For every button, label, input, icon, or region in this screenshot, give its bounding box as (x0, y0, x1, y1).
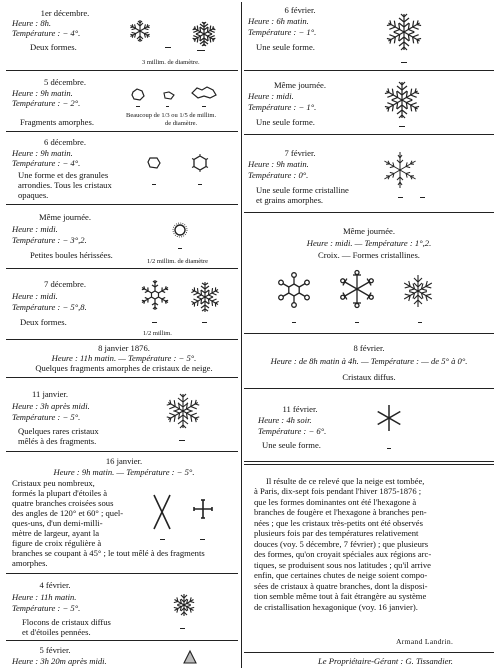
entry-heure-temperature: Heure : midi. — Température : 1°,2. (306, 238, 432, 248)
scale-mark (179, 440, 185, 441)
scale-mark (200, 539, 205, 540)
entry-description: figure de croix régulière à (12, 538, 102, 548)
entry-date: 7 février. (284, 148, 316, 158)
entry-heure: Heure : 3h 20m après midi. (12, 656, 107, 666)
scale-mark (178, 248, 182, 249)
entry-temperature: Température : − 5°. (12, 412, 81, 422)
entry-separator (6, 451, 238, 452)
paragraph-line: branches de fougère et l'hexagone à branches pen- (254, 507, 427, 518)
entry-forms: Fragments amorphes. (20, 117, 94, 127)
entry-heure: Heure : 9h matin. (248, 159, 309, 169)
entry-heure: Heure : 9h matin. (12, 88, 73, 98)
regular-cross-icon (192, 498, 214, 520)
paragraph-line: tiques, se produisent sous nos latitudes ; qu'il arrive (254, 559, 431, 570)
entry-description: mètre de largeur, ayant la (12, 528, 100, 538)
granule-icon (147, 156, 161, 170)
entry-description: et grains amorphes. (256, 195, 324, 205)
entry-description: Cristaux diffus. (342, 372, 396, 382)
scale-mark (420, 197, 425, 198)
scale-mark (152, 322, 157, 323)
paragraph-line: à Paris, dix-sept fois pendant l'hiver 1875-1876 ; (254, 486, 422, 497)
entry-separator (244, 70, 494, 71)
scale-mark (387, 448, 391, 449)
scale-mark (292, 322, 296, 323)
entry-separator (244, 388, 494, 389)
entry-date: 8 janvier 1876. (98, 343, 150, 353)
entry-caption: Beaucoup de 1/3 ou 1/5 de millim. (126, 112, 217, 119)
paragraph-line: sées de cristaux à quatre branches, dont la disposi- (254, 580, 428, 591)
entry-date: 1er décembre. (40, 8, 90, 18)
scale-mark (355, 322, 359, 323)
entry-description: des angles de 120° et 60° ; quel- (12, 508, 124, 518)
entry-date: 4 février. (39, 580, 71, 590)
entry-separator (6, 640, 238, 641)
entry-description: ques-uns, d'un demi-milli- (12, 518, 103, 528)
entry-description: mêlés à des fragments. (18, 436, 97, 446)
entry-date: 16 janvier. (105, 456, 143, 466)
pennate-star-snowflake-icon (138, 278, 172, 312)
entry-separator (6, 268, 238, 269)
scale-mark (399, 126, 405, 127)
entry-temperature: Température : − 6°. (258, 426, 327, 436)
scale-mark (418, 322, 422, 323)
entry-heure: Heure : midi. (12, 291, 58, 301)
footer-publisher: Le Propriétaire-Gérant : G. Tissandier. (318, 656, 453, 666)
scale-mark (180, 628, 185, 629)
entry-date: 5 février. (39, 645, 71, 655)
entry-description: arrondies. Tous les cristaux (18, 180, 112, 190)
entry-heure: Heure : 6h matin. (248, 16, 309, 26)
entry-separator (6, 573, 238, 574)
entry-date: 5 décembre. (44, 77, 86, 87)
entry-heure-temperature: Heure : 9h matin. — Température : − 5°. (53, 467, 195, 477)
entry-heure: Heure : 8h. (12, 18, 52, 28)
entry-description: formés la plupart d'étoiles à (12, 488, 108, 498)
scale-mark (152, 184, 156, 185)
entry-forms: Une seule forme. (262, 440, 321, 450)
paragraph-line: de cristallisation hexagonique (voy. 16 janvier). (254, 601, 418, 612)
scale-mark (160, 539, 165, 540)
entry-description: Une seule forme cristalline (256, 185, 349, 195)
entry-forms: Deux formes. (20, 317, 67, 327)
four-branch-star-icon (150, 492, 174, 532)
entry-temperature: Température : − 1°. (248, 102, 317, 112)
entry-separator (6, 131, 238, 132)
entry-description: Croix. — Formes cristallines. (318, 250, 420, 260)
entry-forms: Une seule forme. (256, 42, 315, 52)
dense-snowflake-icon (190, 20, 218, 48)
entry-caption: de diamètre. (165, 120, 198, 127)
amorphous-fragment-icon (191, 86, 217, 100)
entry-forms: Une seule forme. (256, 117, 315, 127)
pennate-star-snowflake-icon (171, 592, 197, 618)
knobbed-hexagon-snowflake-icon (276, 272, 312, 308)
entry-separator (244, 212, 494, 213)
cone-crystal-icon (183, 650, 197, 664)
entry-heure: Heure : 9h matin. (12, 148, 73, 158)
entry-date: Même journée. (342, 226, 396, 236)
entry-separator (6, 339, 238, 340)
entry-temperature: Température : − 5°,8. (12, 302, 87, 312)
cross-star-snowflake-icon (337, 269, 377, 309)
fern-star-snowflake-icon (188, 280, 222, 314)
entry-description: branches se coupant à 45° ; le tout mêlé à des fragments (12, 548, 205, 558)
entry-separator (244, 333, 494, 334)
amorphous-fragment-icon (163, 91, 175, 100)
entry-caption: 1/2 millim. (143, 330, 172, 337)
entry-date: 8 février. (353, 343, 385, 353)
entry-caption: 3 millim. de diamètre. (142, 59, 200, 66)
entry-heure-temperature: Heure : de 8h matin à 4h. — Température : — de 5° à 0°. (270, 356, 468, 366)
entry-temperature: Température : − 3°,2. (12, 235, 87, 245)
amorphous-fragment-icon (131, 88, 145, 102)
paragraph-line: Il résulte de ce relevé que la neige est tombée, (266, 476, 425, 486)
entry-description: et d'étoiles pennées. (22, 627, 91, 637)
entry-temperature: Température : − 4°. (12, 158, 81, 168)
entry-description: Une forme et des granules (18, 170, 109, 180)
entry-heure: Heure : 4h soir. (258, 415, 312, 425)
spiky-ball-icon (172, 222, 188, 238)
paragraph-line: enfin, que certaines chutes de neige soient compo- (254, 570, 428, 581)
entry-description: Cristaux peu nombreux, (12, 478, 95, 488)
paragraph-line: nées ; que les cristaux très-petits ont été observés (254, 517, 423, 528)
paragraph-line: des formes, qu'on croyait spéciales aux régions arc- (254, 549, 432, 560)
entry-date: 7 décembre. (44, 279, 86, 289)
entry-separator (244, 461, 494, 462)
entry-description: opaques. (18, 190, 49, 200)
hexagon-crystal-icon (190, 153, 210, 173)
entry-description: Petites boules hérissées. (30, 250, 113, 260)
entry-temperature: Température : − 5°. (12, 603, 81, 613)
entry-heure: Heure : 11h matin. (12, 592, 77, 602)
paragraph-line: tion semble même tout à fait étrangère au système (254, 591, 427, 602)
entry-date: Même journée. (38, 212, 92, 222)
author-signature: Armand Landrin. (396, 637, 454, 646)
entry-date: 6 décembre. (44, 137, 86, 147)
column-divider (241, 2, 242, 668)
scale-mark (198, 184, 202, 185)
paragraph-line: que les formes dominantes ont été l'hexagone à (254, 496, 417, 507)
entry-description: Quelques fragments amorphes de cristaux de neige. (35, 363, 213, 373)
entry-separator (244, 464, 494, 465)
entry-date: Même journée. (273, 80, 327, 90)
entry-date: 6 février. (284, 5, 316, 15)
footer-separator (244, 652, 494, 653)
entry-description: amorphes. (12, 558, 48, 568)
scale-mark (202, 322, 207, 323)
entry-separator (6, 204, 238, 205)
scale-mark (166, 106, 169, 107)
entry-date: 11 janvier. (32, 389, 68, 399)
entry-separator (244, 134, 494, 135)
entry-heure-temperature: Heure : 11h matin. — Température : − 5°. (51, 353, 197, 363)
entry-temperature: Température : − 2°. (12, 98, 81, 108)
entry-forms: Deux formes. (30, 42, 77, 52)
fern-hexagon-snowflake-icon (164, 392, 202, 430)
entry-description: Flocons de cristaux diffus (22, 617, 111, 627)
entry-separator (6, 377, 238, 378)
entry-description: quatre branches croisées sous (12, 498, 114, 508)
thin-star-snowflake-icon (380, 150, 420, 190)
scale-mark (401, 62, 407, 63)
scale-mark (197, 50, 205, 51)
paragraph-line: douces (voy. 5 décembre, 7 février) ; que plusieurs (254, 538, 429, 549)
fern-hexagon-snowflake-icon (127, 18, 153, 44)
scale-mark (136, 106, 140, 107)
paragraph-line: plusieurs fois par des températures relativement (254, 528, 419, 539)
entry-temperature: Température : 0°. (248, 170, 309, 180)
fern-star-snowflake-icon (400, 273, 436, 309)
entry-description: Quelques rares cristaux (18, 426, 99, 436)
scale-mark (165, 47, 171, 48)
fern-star-snowflake-icon (384, 12, 424, 52)
entry-date: 11 février. (282, 404, 318, 414)
entry-heure: Heure : midi. (12, 224, 58, 234)
conclusion-paragraph (254, 476, 488, 612)
scale-mark (398, 197, 403, 198)
simple-star-snowflake-icon (374, 403, 404, 433)
entry-temperature: Température : − 1°. (248, 27, 317, 37)
entry-caption: 1/2 millim. de diamètre (147, 258, 209, 265)
scale-mark (202, 106, 206, 107)
fern-star-snowflake-icon (382, 80, 422, 120)
entry-temperature: Température : − 4°. (12, 28, 81, 38)
entry-separator (6, 70, 238, 71)
entry-heure: Heure : 3h après midi. (12, 401, 90, 411)
entry-heure: Heure : midi. (248, 91, 294, 101)
